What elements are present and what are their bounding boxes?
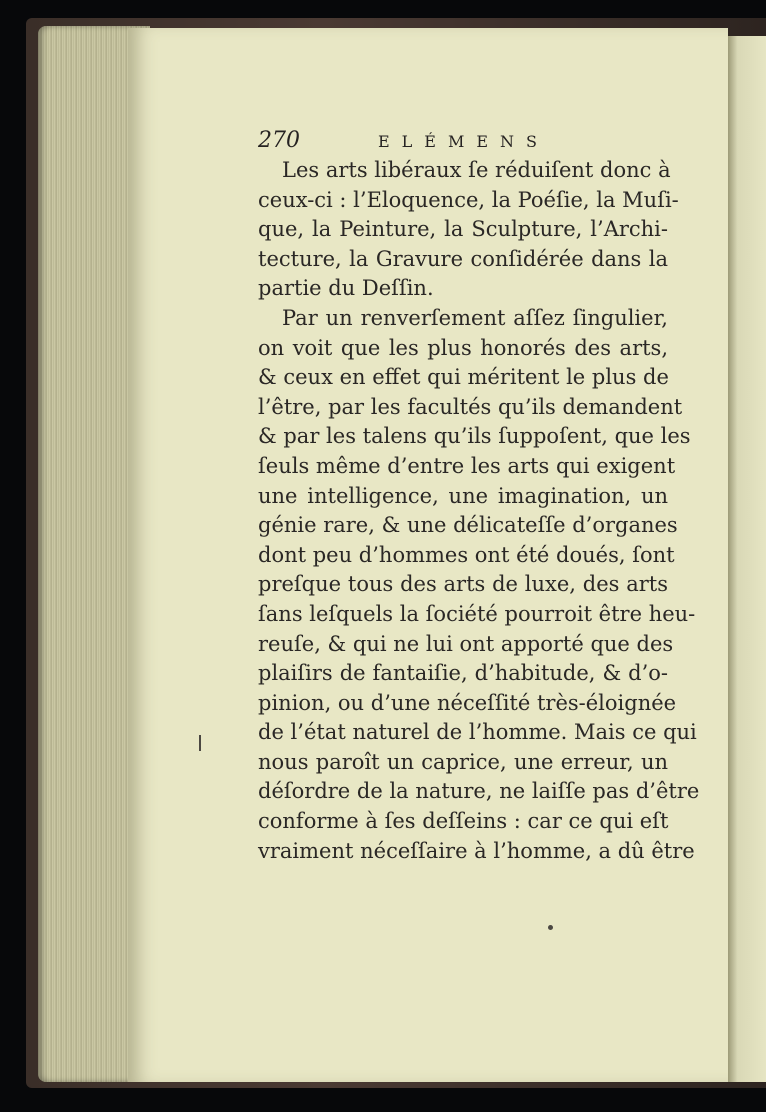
text-line: une intelligence, une imagination, un	[258, 483, 668, 508]
text-line: Les arts libéraux ſe réduiſent donc à	[282, 158, 671, 182]
ink-mark	[548, 925, 553, 930]
page-number: 270	[258, 128, 300, 153]
text-line: pinion, ou d’une néceſſité très-éloignée	[258, 690, 677, 715]
text-line: de l’état naturel de l’homme. Mais ce qui	[258, 720, 697, 745]
text-line: déſordre de la nature, ne laiſſe pas d’être	[258, 779, 700, 804]
page-header	[258, 128, 678, 154]
text-line: ceux-ci : l’Eloquence, la Poéſie, la Muſi-	[258, 187, 679, 212]
text-line: l’être, par les facultés qu’ils demandent	[258, 394, 683, 419]
text-line: reuſe, & qui ne lui ont apporté que des	[258, 631, 674, 656]
text-line: & ceux en effet qui méritent le plus de	[258, 365, 669, 390]
text-line: que, la Peinture, la Sculpture, l’Archi-	[258, 217, 668, 242]
text-line: dont peu d’hommes ont été doués, ſont	[258, 542, 675, 567]
text-line: plaiſirs de fantaiſie, d’habitude, & d’o-	[258, 661, 668, 686]
text-line: tecture, la Gravure conſidérée dans la	[258, 246, 668, 271]
facing-page-edge	[728, 36, 766, 1082]
body-text	[258, 156, 700, 866]
text-line: partie du Deſſin.	[258, 276, 434, 301]
text-line: conforme à ſes deſſeins : car ce qui eſt	[258, 809, 669, 834]
text-line: vraiment néceſſaire à l’homme, a dû être	[258, 838, 695, 863]
text-line: preſque tous des arts de luxe, des arts	[258, 572, 668, 597]
text-line: génie rare, & une délicateſſe d’organes	[258, 513, 678, 538]
text-line: on voit que les plus honorés des arts,	[258, 335, 668, 360]
text-line: Par un renverſement aſſez ſingulier,	[282, 305, 668, 330]
text-line: ſeuls même d’entre les arts qui exigent	[258, 453, 676, 478]
ink-mark	[199, 735, 201, 751]
text-line: ſans leſquels la ſociété pourroit être heu-	[258, 601, 696, 626]
text-line: & par les talens qu’ils ſuppoſent, que les	[258, 424, 691, 449]
text-line: nous paroît un caprice, une erreur, un	[258, 749, 668, 774]
running-head: ELÉMENS	[378, 132, 550, 151]
